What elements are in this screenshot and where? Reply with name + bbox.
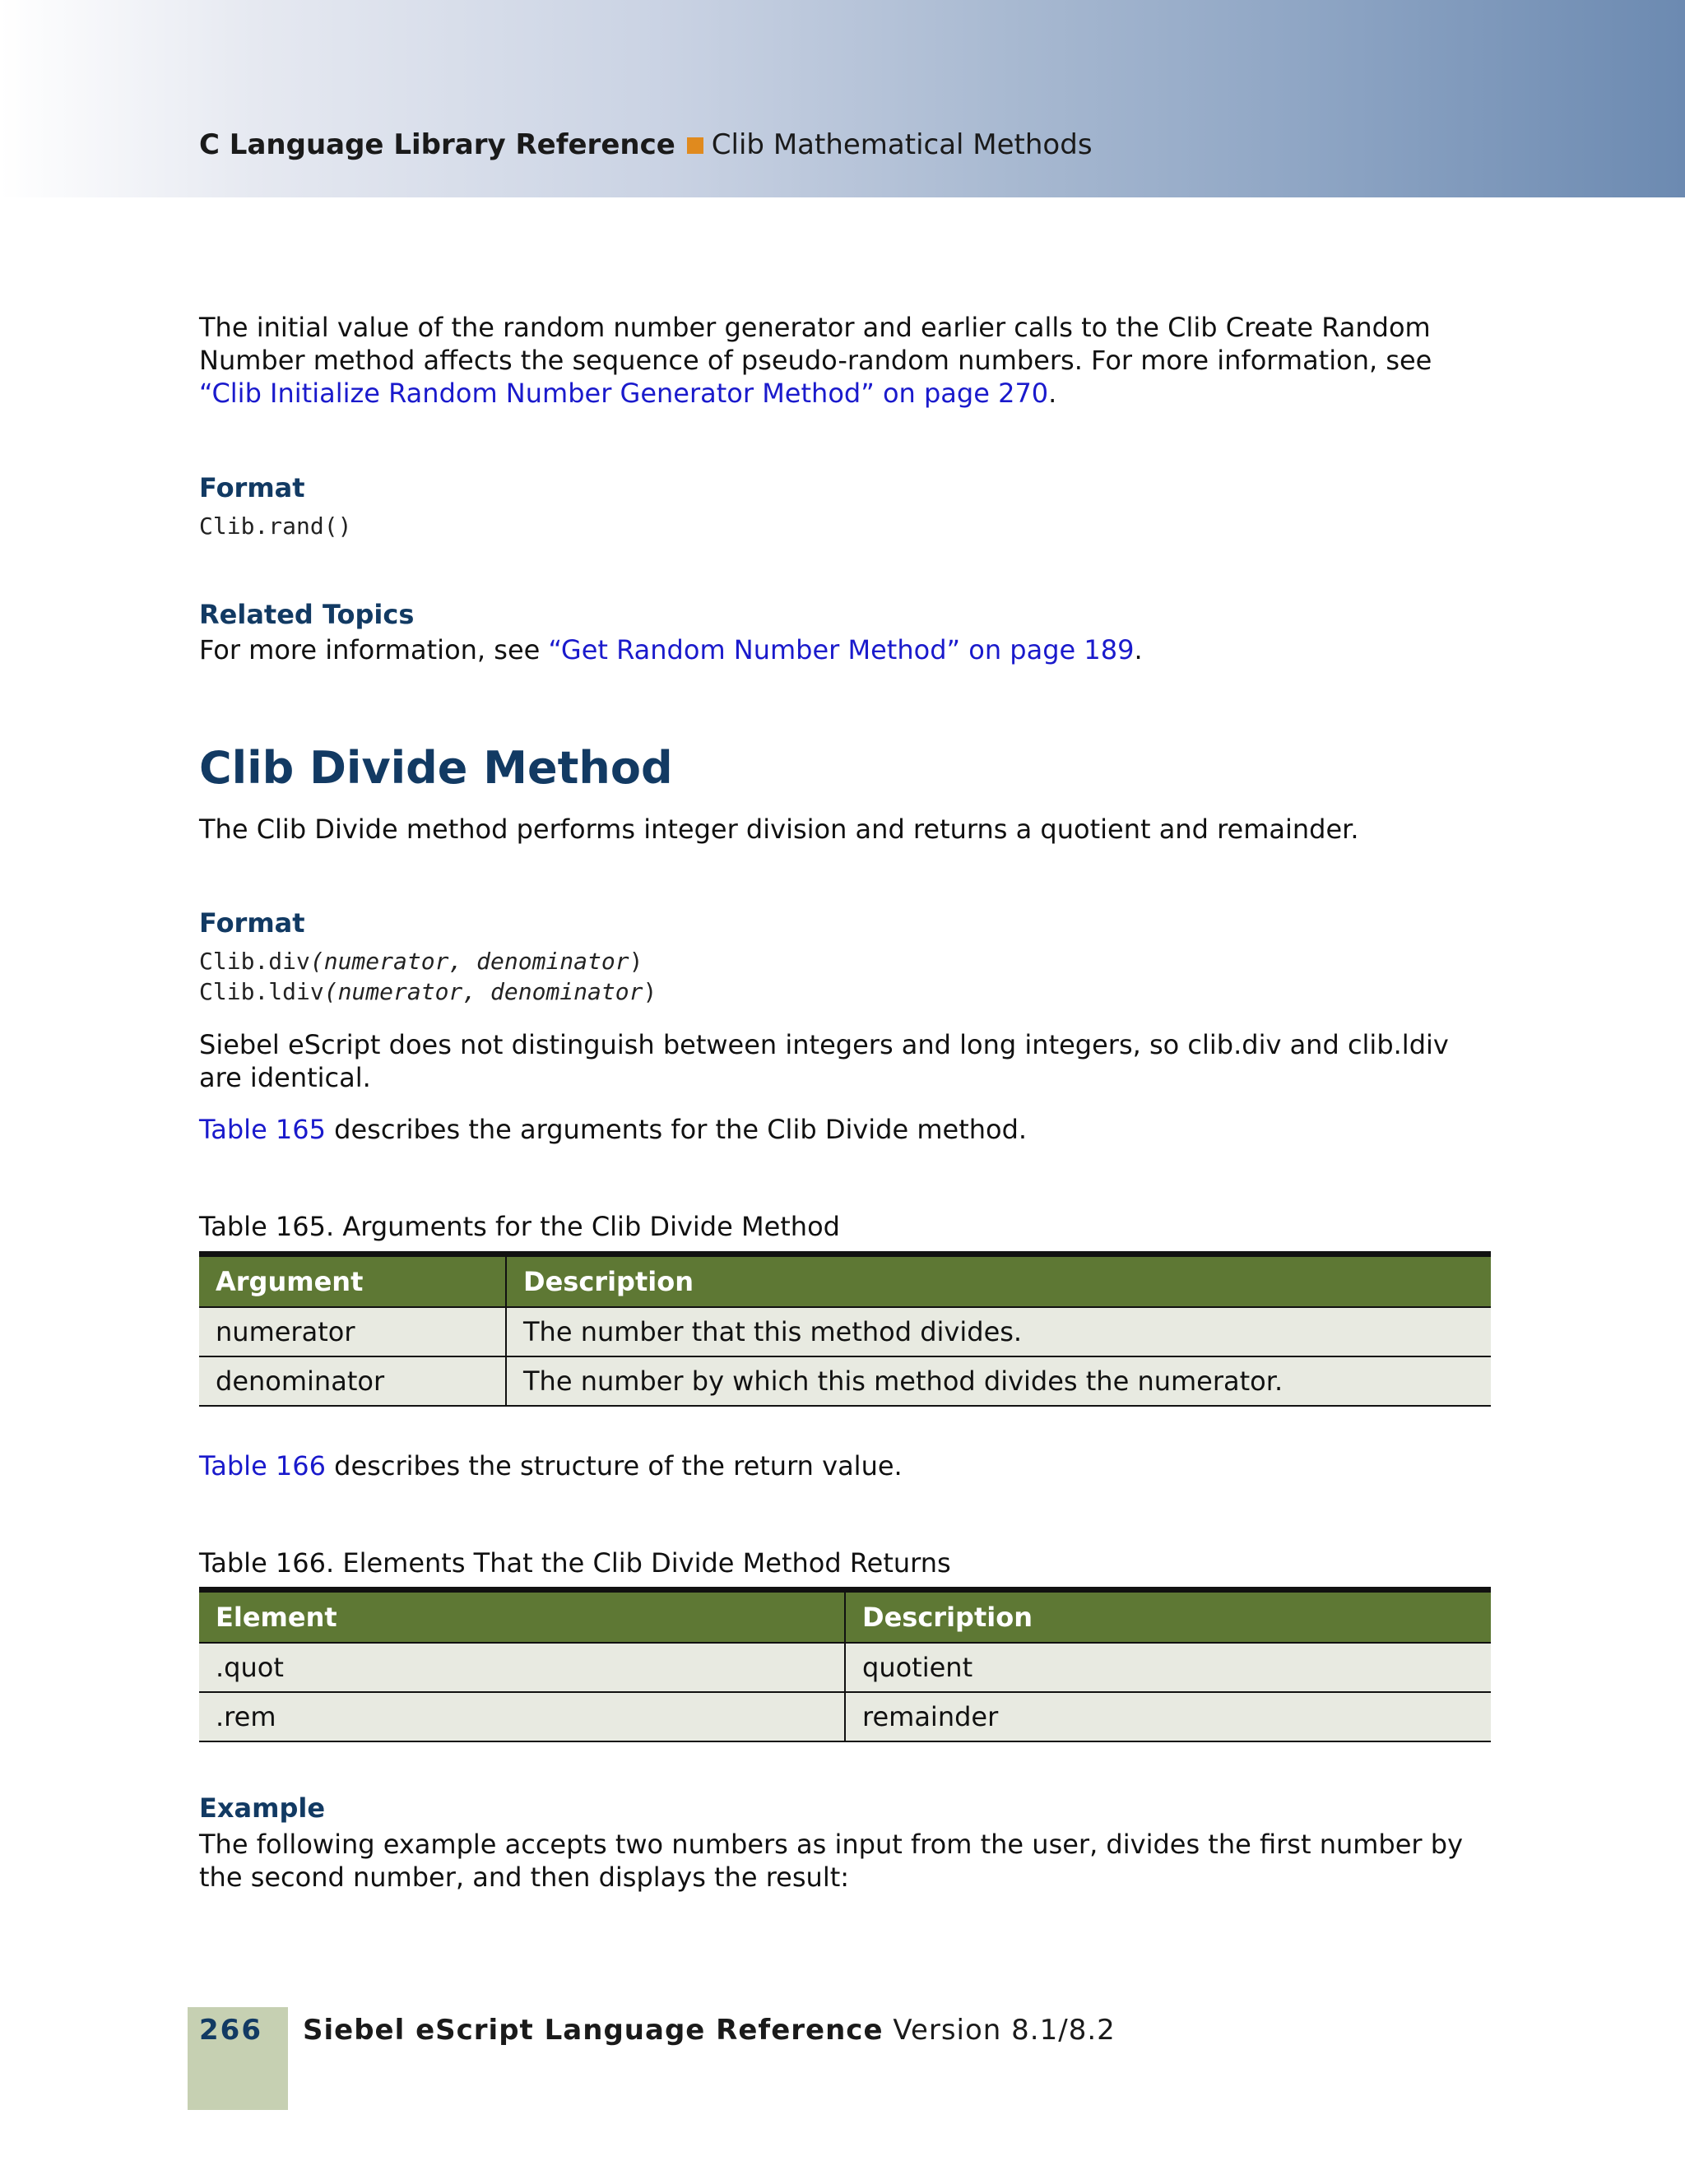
- related-text: For more information, see: [199, 634, 549, 665]
- rand-format-code: Clib.rand(): [199, 512, 352, 540]
- table166: [199, 1587, 1491, 1742]
- column-header: Argument: [199, 1254, 506, 1308]
- column-header: Element: [199, 1590, 845, 1644]
- table-row: [199, 1356, 1491, 1406]
- table-row: [199, 1692, 1491, 1741]
- header-chapter: C Language Library Reference: [199, 128, 675, 161]
- table166-link[interactable]: Table 166: [199, 1450, 326, 1482]
- footer-version: Version 8.1/8.2: [893, 2014, 1116, 2047]
- table-cell: numerator: [199, 1307, 506, 1356]
- intro-paragraph: [199, 311, 1491, 410]
- table-cell: remainder: [845, 1692, 1491, 1741]
- related-topics-heading: Related Topics: [199, 599, 415, 630]
- table166-reference: [199, 1449, 1491, 1482]
- table-header-row: [199, 1590, 1491, 1644]
- column-header: Description: [506, 1254, 1491, 1308]
- header-band: [0, 0, 1685, 197]
- footer-book: Siebel eScript Language Reference: [303, 2014, 884, 2047]
- intro-link[interactable]: “Clib Initialize Random Number Generator Method” on page 270: [199, 378, 1049, 409]
- code-line-ldiv: [199, 976, 657, 1007]
- footer-book-title: [303, 2014, 1116, 2047]
- table-cell: .rem: [199, 1692, 845, 1741]
- related-end: .: [1134, 634, 1143, 665]
- table165-caption: Table 165. Arguments for the Clib Divide Method: [199, 1211, 840, 1242]
- section-title: Clib Divide Method: [199, 742, 673, 794]
- code-ldiv-args: (numerator, denominator: [323, 978, 643, 1005]
- table-cell: The number by which this method divides the numerator.: [506, 1356, 1491, 1406]
- header-section: Clib Mathematical Methods: [711, 128, 1093, 161]
- divide-note: Siebel eScript does not distinguish between integers and long integers, so clib.div and clib.ldiv are identical.: [199, 1029, 1449, 1093]
- code-div-args: (numerator, denominator: [309, 948, 629, 975]
- table166-ref-text: describes the structure of the return value.: [326, 1450, 903, 1482]
- header-bullet-icon: [687, 137, 703, 154]
- column-header: Description: [845, 1590, 1491, 1644]
- running-header: [199, 128, 1093, 161]
- code-line-div: [199, 946, 657, 976]
- table-cell: .quot: [199, 1643, 845, 1692]
- divide-format-code: [199, 946, 657, 1007]
- code-ldiv-close: ): [643, 978, 657, 1005]
- code-ldiv-name: Clib.ldiv: [199, 978, 324, 1005]
- table165: [199, 1251, 1491, 1407]
- table-cell: The number that this method divides.: [506, 1307, 1491, 1356]
- table-header-row: [199, 1254, 1491, 1308]
- intro-text: The initial value of the random number generator and earlier calls to the Clib Create Random Number method affects the sequence of pseudo-random numbers. For more information, see: [199, 312, 1432, 376]
- related-topics-paragraph: [199, 633, 1491, 666]
- code-div-close: ): [629, 948, 643, 975]
- table165-reference: [199, 1113, 1491, 1146]
- related-link[interactable]: “Get Random Number Method” on page 189: [548, 634, 1135, 665]
- table-row: [199, 1307, 1491, 1356]
- divide-description: The Clib Divide method performs integer division and returns a quotient and remainder.: [199, 814, 1359, 845]
- table-cell: quotient: [845, 1643, 1491, 1692]
- table165-ref-text: describes the arguments for the Clib Divide method.: [326, 1114, 1028, 1145]
- intro-end: .: [1048, 378, 1057, 409]
- rand-format-heading: Format: [199, 472, 305, 503]
- table165-link[interactable]: Table 165: [199, 1114, 326, 1145]
- example-paragraph: The following example accepts two numbers as input from the user, divides the first number by the second number, and then displays the result:: [199, 1829, 1463, 1893]
- example-heading: Example: [199, 1792, 326, 1824]
- divide-format-heading: Format: [199, 907, 305, 939]
- code-div-name: Clib.div: [199, 948, 310, 975]
- table-row: [199, 1643, 1491, 1692]
- page-number: 266: [199, 2014, 262, 2047]
- table166-caption: Table 166. Elements That the Clib Divide Method Returns: [199, 1547, 951, 1579]
- table-cell: denominator: [199, 1356, 506, 1406]
